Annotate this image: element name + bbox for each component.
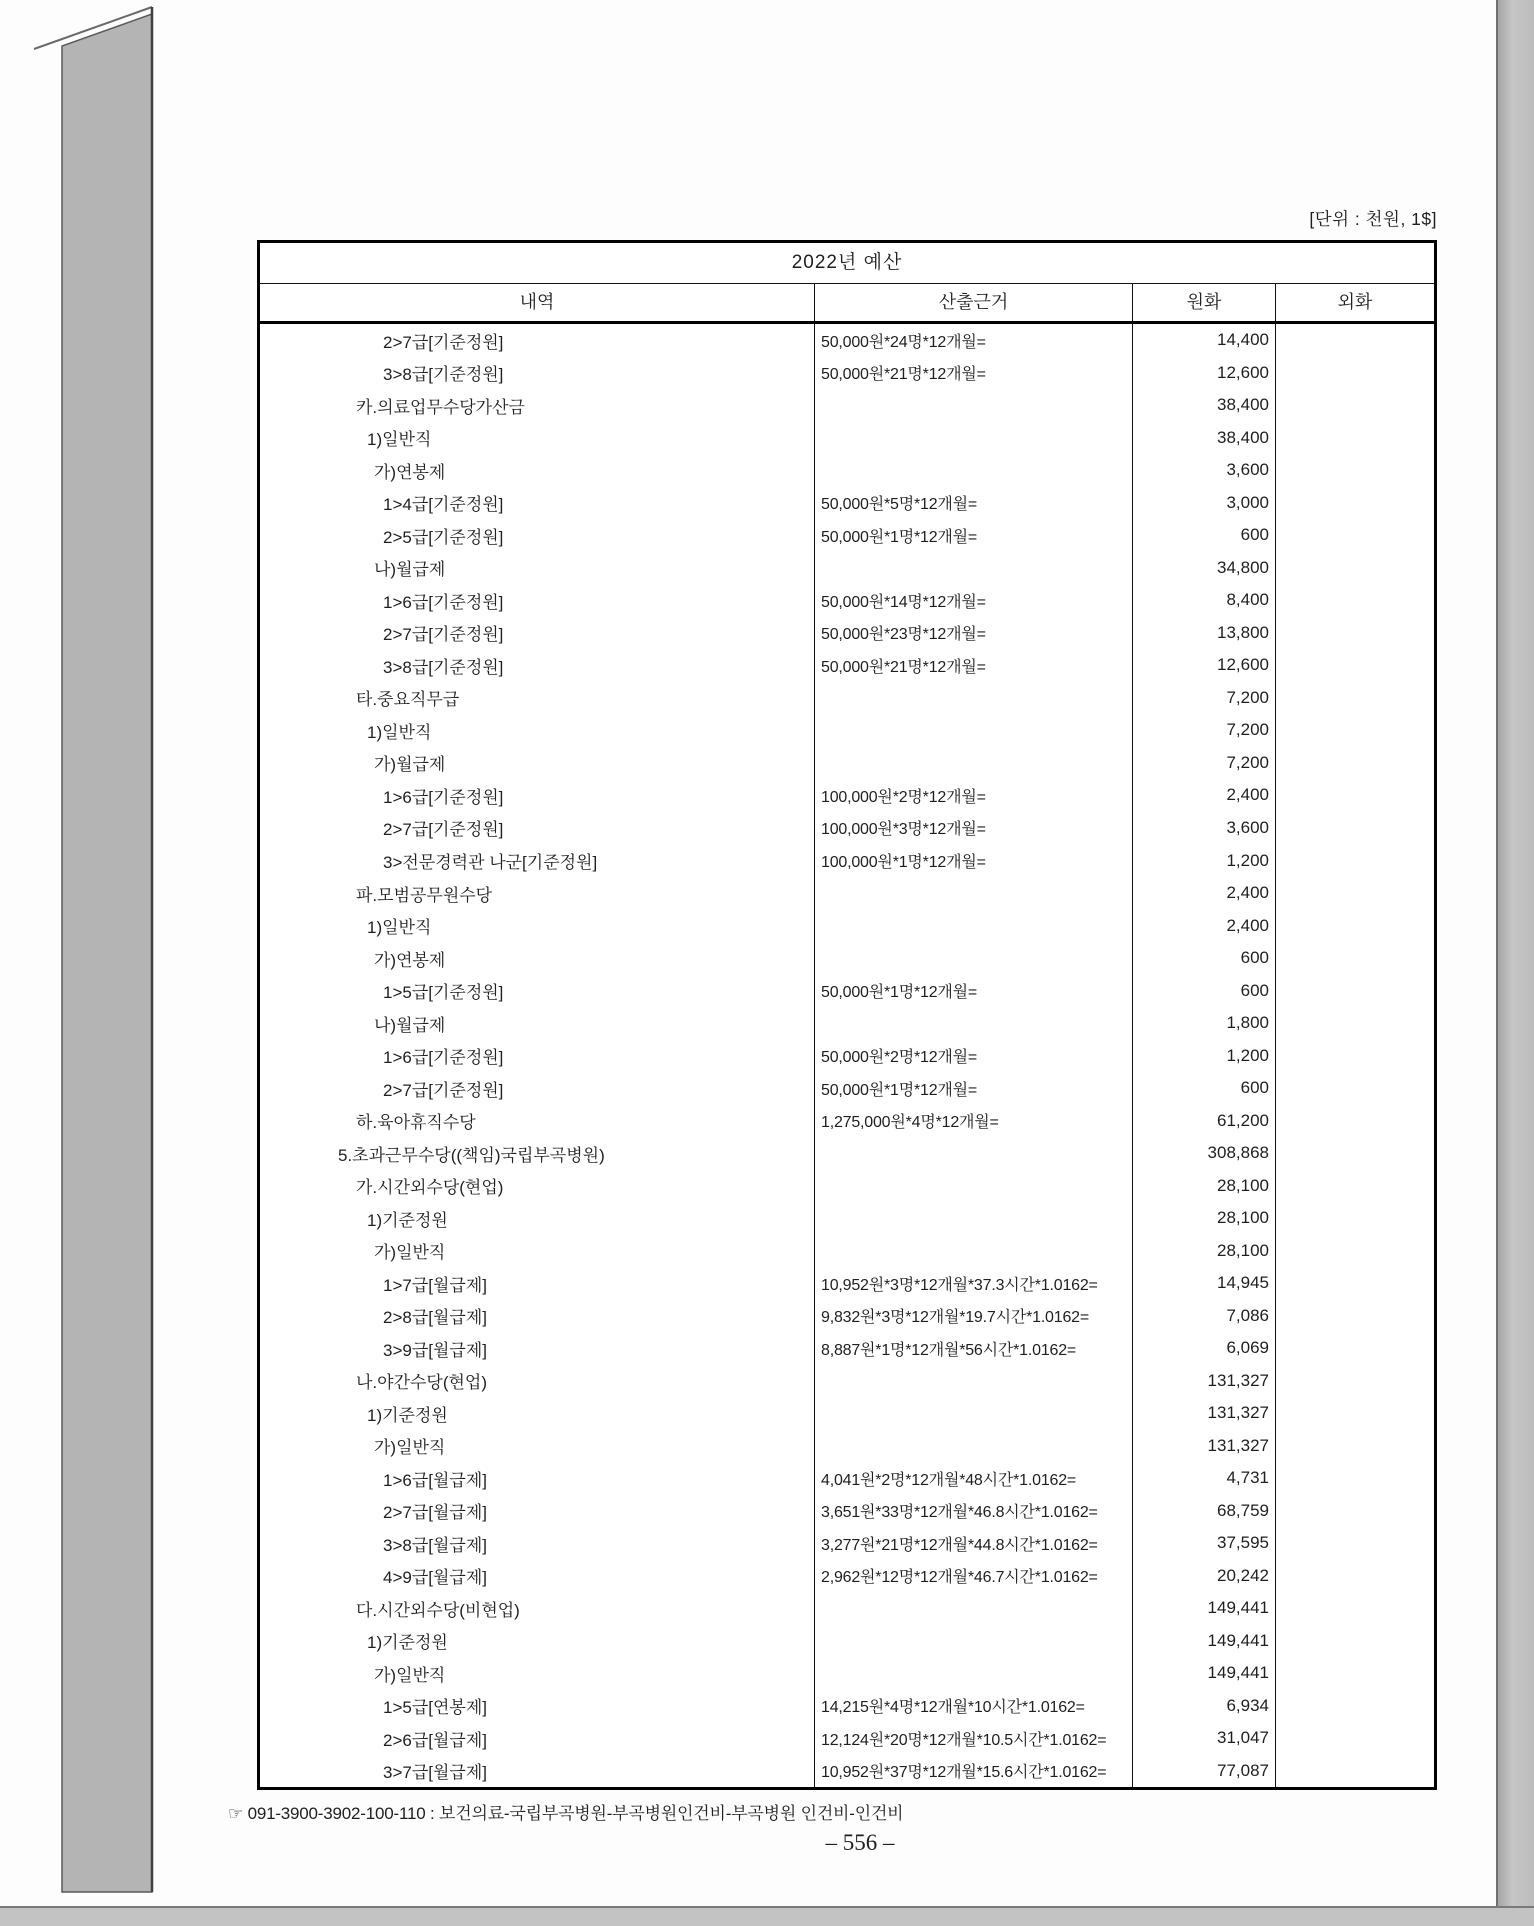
row-basis-cell — [815, 389, 1133, 422]
row-krw-cell: 6,069 — [1133, 1332, 1276, 1365]
table-row — [260, 877, 1434, 910]
row-basis-cell: 50,000원*2명*12개월= — [815, 1039, 1133, 1072]
row-krw-cell: 149,441 — [1133, 1657, 1276, 1690]
table-row — [260, 1332, 1434, 1365]
row-detail-cell: 하.육아휴직수당 — [260, 1104, 815, 1137]
budget-table — [257, 240, 1437, 1790]
row-basis-cell: 1,275,000원*4명*12개월= — [815, 1104, 1133, 1137]
row-foreign-cell — [1276, 1495, 1434, 1528]
row-basis-cell — [815, 747, 1133, 780]
row-basis-cell: 2,962원*12명*12개월*46.7시간*1.0162= — [815, 1560, 1133, 1593]
row-foreign-cell — [1276, 909, 1434, 942]
row-foreign-cell — [1276, 1332, 1434, 1365]
column-header-detail: 내역 — [260, 284, 815, 321]
row-basis-cell: 100,000원*3명*12개월= — [815, 812, 1133, 845]
table-row — [260, 389, 1434, 422]
row-krw-cell: 308,868 — [1133, 1137, 1276, 1170]
row-foreign-cell — [1276, 844, 1434, 877]
row-krw-cell: 77,087 — [1133, 1755, 1276, 1788]
column-header-krw: 원화 — [1133, 284, 1276, 321]
table-row — [260, 1755, 1434, 1788]
row-basis-cell — [815, 1625, 1133, 1658]
row-detail-cell: 가)월급제 — [260, 747, 815, 780]
table-row — [260, 812, 1434, 845]
row-foreign-cell — [1276, 649, 1434, 682]
row-krw-cell: 68,759 — [1133, 1495, 1276, 1528]
row-foreign-cell — [1276, 682, 1434, 715]
row-basis-cell: 50,000원*21명*12개월= — [815, 357, 1133, 390]
table-row — [260, 1137, 1434, 1170]
row-detail-cell: 가.시간외수당(현업) — [260, 1169, 815, 1202]
table-row — [260, 1430, 1434, 1463]
row-detail-cell: 3>전문경력관 나군[기준정원] — [260, 844, 815, 877]
row-detail-cell: 2>5급[기준정원] — [260, 519, 815, 552]
page-number: – 556 – — [825, 1830, 895, 1855]
row-krw-cell: 3,000 — [1133, 487, 1276, 520]
row-krw-cell: 28,100 — [1133, 1234, 1276, 1267]
row-krw-cell: 38,400 — [1133, 389, 1276, 422]
row-detail-cell: 2>7급[기준정원] — [260, 812, 815, 845]
row-detail-cell: 1)일반직 — [260, 909, 815, 942]
row-foreign-cell — [1276, 1007, 1434, 1040]
row-foreign-cell — [1276, 1104, 1434, 1137]
row-detail-cell: 1>5급[연봉제] — [260, 1690, 815, 1723]
row-foreign-cell — [1276, 1657, 1434, 1690]
row-foreign-cell — [1276, 812, 1434, 845]
row-detail-cell: 타.중요직무급 — [260, 682, 815, 715]
row-foreign-cell — [1276, 1137, 1434, 1170]
column-header-foreign: 외화 — [1337, 292, 1373, 312]
row-basis-cell — [815, 1169, 1133, 1202]
row-krw-cell: 7,086 — [1133, 1299, 1276, 1332]
row-foreign-cell — [1276, 877, 1434, 910]
row-basis-cell: 50,000원*5명*12개월= — [815, 487, 1133, 520]
row-detail-cell: 3>8급[기준정원] — [260, 357, 815, 390]
row-krw-cell: 28,100 — [1133, 1202, 1276, 1235]
row-foreign-cell — [1276, 1397, 1434, 1430]
row-detail-cell: 1)기준정원 — [260, 1397, 815, 1430]
row-krw-cell: 131,327 — [1133, 1430, 1276, 1463]
row-basis-cell: 100,000원*1명*12개월= — [815, 844, 1133, 877]
row-krw-cell: 8,400 — [1133, 584, 1276, 617]
row-basis-cell: 100,000원*2명*12개월= — [815, 779, 1133, 812]
row-krw-cell: 2,400 — [1133, 909, 1276, 942]
row-detail-cell: 1>5급[기준정원] — [260, 974, 815, 1007]
table-body — [260, 324, 1434, 1787]
row-detail-cell: 나)월급제 — [260, 1007, 815, 1040]
row-detail-cell: 5.초과근무수당((책임)국립부곡병원) — [260, 1137, 815, 1170]
table-row — [260, 942, 1434, 975]
row-detail-cell: 1>7급[월급제] — [260, 1267, 815, 1300]
table-row — [260, 1072, 1434, 1105]
row-basis-cell — [815, 422, 1133, 455]
row-krw-cell: 12,600 — [1133, 357, 1276, 390]
row-krw-cell: 600 — [1133, 519, 1276, 552]
row-basis-cell — [815, 1657, 1133, 1690]
table-row — [260, 584, 1434, 617]
table-row — [260, 552, 1434, 585]
row-basis-cell: 50,000원*1명*12개월= — [815, 519, 1133, 552]
row-basis-cell: 50,000원*24명*12개월= — [815, 324, 1133, 357]
row-basis-cell: 10,952원*3명*12개월*37.3시간*1.0162= — [815, 1267, 1133, 1300]
row-krw-cell: 14,945 — [1133, 1267, 1276, 1300]
table-row — [260, 1657, 1434, 1690]
row-basis-cell: 10,952원*37명*12개월*15.6시간*1.0162= — [815, 1755, 1133, 1788]
table-row — [260, 1462, 1434, 1495]
row-krw-cell: 20,242 — [1133, 1560, 1276, 1593]
table-title: 2022년 예산 — [260, 243, 1434, 284]
row-basis-cell — [815, 877, 1133, 910]
row-detail-cell: 가)일반직 — [260, 1430, 815, 1463]
row-krw-cell: 2,400 — [1133, 779, 1276, 812]
row-foreign-cell — [1276, 357, 1434, 390]
row-foreign-cell — [1276, 617, 1434, 650]
row-foreign-cell — [1276, 519, 1434, 552]
row-basis-cell: 9,832원*3명*12개월*19.7시간*1.0162= — [815, 1299, 1133, 1332]
row-krw-cell: 600 — [1133, 974, 1276, 1007]
row-detail-cell: 1>6급[기준정원] — [260, 584, 815, 617]
row-detail-cell: 2>8급[월급제] — [260, 1299, 815, 1332]
row-basis-cell — [815, 454, 1133, 487]
row-basis-cell — [815, 1137, 1133, 1170]
row-basis-cell: 12,124원*20명*12개월*10.5시간*1.0162= — [815, 1722, 1133, 1755]
row-krw-cell: 1,200 — [1133, 1039, 1276, 1072]
row-basis-cell: 8,887원*1명*12개월*56시간*1.0162= — [815, 1332, 1133, 1365]
row-krw-cell: 14,400 — [1133, 324, 1276, 357]
row-krw-cell: 600 — [1133, 942, 1276, 975]
row-detail-cell: 가)연봉제 — [260, 942, 815, 975]
table-row — [260, 1397, 1434, 1430]
row-foreign-cell — [1276, 422, 1434, 455]
table-row — [260, 1365, 1434, 1398]
row-foreign-cell — [1276, 1755, 1434, 1788]
row-detail-cell: 1)일반직 — [260, 422, 815, 455]
row-krw-cell: 38,400 — [1133, 422, 1276, 455]
row-foreign-cell — [1276, 1365, 1434, 1398]
row-foreign-cell — [1276, 747, 1434, 780]
row-detail-cell: 2>7급[기준정원] — [260, 324, 815, 357]
table-row — [260, 1495, 1434, 1528]
row-basis-cell — [815, 1430, 1133, 1463]
row-detail-cell: 가)일반직 — [260, 1657, 815, 1690]
row-detail-cell: 1)기준정원 — [260, 1202, 815, 1235]
row-detail-cell: 3>8급[월급제] — [260, 1527, 815, 1560]
row-basis-cell — [815, 909, 1133, 942]
row-krw-cell: 13,800 — [1133, 617, 1276, 650]
row-detail-cell: 3>9급[월급제] — [260, 1332, 815, 1365]
row-detail-cell: 2>7급[월급제] — [260, 1495, 815, 1528]
row-krw-cell: 12,600 — [1133, 649, 1276, 682]
row-basis-cell: 50,000원*23명*12개월= — [815, 617, 1133, 650]
row-basis-cell — [815, 1592, 1133, 1625]
table-row — [260, 682, 1434, 715]
row-basis-cell — [815, 1365, 1133, 1398]
table-row — [260, 909, 1434, 942]
page-edge-right-decoration — [1496, 0, 1534, 1926]
row-foreign-cell — [1276, 1299, 1434, 1332]
row-basis-cell — [815, 1202, 1133, 1235]
row-basis-cell — [815, 942, 1133, 975]
row-detail-cell: 나.야간수당(현업) — [260, 1365, 815, 1398]
row-krw-cell: 6,934 — [1133, 1690, 1276, 1723]
row-detail-cell: 3>7급[월급제] — [260, 1755, 815, 1788]
table-row — [260, 1560, 1434, 1593]
row-krw-cell: 131,327 — [1133, 1365, 1276, 1398]
table-row — [260, 714, 1434, 747]
row-krw-cell: 3,600 — [1133, 812, 1276, 845]
row-basis-cell — [815, 714, 1133, 747]
row-basis-cell: 3,651원*33명*12개월*46.8시간*1.0162= — [815, 1495, 1133, 1528]
table-row — [260, 1104, 1434, 1137]
row-basis-cell: 50,000원*21명*12개월= — [815, 649, 1133, 682]
row-detail-cell: 다.시간외수당(비현업) — [260, 1592, 815, 1625]
page-edge-bottom-decoration — [0, 1906, 1534, 1926]
row-foreign-cell — [1276, 1690, 1434, 1723]
row-foreign-cell — [1276, 487, 1434, 520]
table-row — [260, 324, 1434, 357]
row-foreign-cell — [1276, 974, 1434, 1007]
row-detail-cell: 1)일반직 — [260, 714, 815, 747]
row-foreign-cell — [1276, 1072, 1434, 1105]
row-foreign-cell — [1276, 1234, 1434, 1267]
row-foreign-cell — [1276, 1560, 1434, 1593]
row-foreign-cell — [1276, 1430, 1434, 1463]
row-foreign-cell — [1276, 1169, 1434, 1202]
row-foreign-cell — [1276, 1039, 1434, 1072]
row-basis-cell: 4,041원*2명*12개월*48시간*1.0162= — [815, 1462, 1133, 1495]
row-detail-cell: 나)월급제 — [260, 552, 815, 585]
row-foreign-cell — [1276, 584, 1434, 617]
row-detail-cell: 3>8급[기준정원] — [260, 649, 815, 682]
table-row — [260, 1690, 1434, 1723]
row-krw-cell: 34,800 — [1133, 552, 1276, 585]
table-row — [260, 649, 1434, 682]
table-row — [260, 487, 1434, 520]
row-basis-cell — [815, 1397, 1133, 1430]
table-row — [260, 1169, 1434, 1202]
table-row — [260, 779, 1434, 812]
column-header-basis: 산출근거 — [815, 284, 1133, 321]
row-foreign-cell — [1276, 779, 1434, 812]
unit-note: [단위 : 천원, 1$] — [1309, 209, 1437, 229]
row-krw-cell: 1,800 — [1133, 1007, 1276, 1040]
row-detail-cell: 1>4급[기준정원] — [260, 487, 815, 520]
book-page-edges-decoration — [0, 0, 170, 1926]
row-basis-cell: 50,000원*14명*12개월= — [815, 584, 1133, 617]
row-foreign-cell — [1276, 1625, 1434, 1658]
row-krw-cell: 7,200 — [1133, 714, 1276, 747]
table-row — [260, 1007, 1434, 1040]
table-row — [260, 1625, 1434, 1658]
row-detail-cell: 2>7급[기준정원] — [260, 617, 815, 650]
row-krw-cell: 4,731 — [1133, 1462, 1276, 1495]
row-foreign-cell — [1276, 1462, 1434, 1495]
row-foreign-cell — [1276, 552, 1434, 585]
row-foreign-cell — [1276, 1592, 1434, 1625]
table-row — [260, 844, 1434, 877]
table-row — [260, 357, 1434, 390]
row-krw-cell: 600 — [1133, 1072, 1276, 1105]
budget-code-footnote: ☞ 091-3900-3902-100-110 : 보건의료-국립부곡병원-부곡병원인건비-부곡병원 인건비-인건비 — [228, 1804, 904, 1823]
row-foreign-cell — [1276, 942, 1434, 975]
row-detail-cell: 가)연봉제 — [260, 454, 815, 487]
row-detail-cell: 1>6급[기준정원] — [260, 1039, 815, 1072]
table-row — [260, 422, 1434, 455]
row-krw-cell: 149,441 — [1133, 1625, 1276, 1658]
row-foreign-cell — [1276, 714, 1434, 747]
row-foreign-cell — [1276, 1267, 1434, 1300]
row-detail-cell: 가)일반직 — [260, 1234, 815, 1267]
row-detail-cell: 파.모범공무원수당 — [260, 877, 815, 910]
row-foreign-cell — [1276, 454, 1434, 487]
table-header-row — [260, 284, 1434, 324]
row-krw-cell: 7,200 — [1133, 682, 1276, 715]
table-row — [260, 1202, 1434, 1235]
row-detail-cell: 1)기준정원 — [260, 1625, 815, 1658]
row-basis-cell: 50,000원*1명*12개월= — [815, 1072, 1133, 1105]
row-basis-cell: 50,000원*1명*12개월= — [815, 974, 1133, 1007]
table-row — [260, 1527, 1434, 1560]
row-foreign-cell — [1276, 1202, 1434, 1235]
row-krw-cell: 28,100 — [1133, 1169, 1276, 1202]
row-basis-cell — [815, 552, 1133, 585]
row-detail-cell: 2>7급[기준정원] — [260, 1072, 815, 1105]
table-row — [260, 1299, 1434, 1332]
row-foreign-cell — [1276, 324, 1434, 357]
row-foreign-cell — [1276, 1722, 1434, 1755]
row-krw-cell: 31,047 — [1133, 1722, 1276, 1755]
table-row — [260, 519, 1434, 552]
table-row — [260, 617, 1434, 650]
table-row — [260, 1039, 1434, 1072]
row-foreign-cell — [1276, 1527, 1434, 1560]
row-krw-cell: 3,600 — [1133, 454, 1276, 487]
table-row — [260, 1234, 1434, 1267]
row-foreign-cell — [1276, 389, 1434, 422]
row-krw-cell: 1,200 — [1133, 844, 1276, 877]
row-krw-cell: 37,595 — [1133, 1527, 1276, 1560]
table-row — [260, 454, 1434, 487]
row-detail-cell: 4>9급[월급제] — [260, 1560, 815, 1593]
table-row — [260, 747, 1434, 780]
table-row — [260, 1722, 1434, 1755]
row-krw-cell: 2,400 — [1133, 877, 1276, 910]
row-krw-cell: 61,200 — [1133, 1104, 1276, 1137]
row-detail-cell: 1>6급[월급제] — [260, 1462, 815, 1495]
table-row — [260, 974, 1434, 1007]
row-detail-cell: 카.의료업무수당가산금 — [260, 389, 815, 422]
row-krw-cell: 149,441 — [1133, 1592, 1276, 1625]
row-basis-cell: 3,277원*21명*12개월*44.8시간*1.0162= — [815, 1527, 1133, 1560]
row-basis-cell — [815, 1234, 1133, 1267]
row-basis-cell: 14,215원*4명*12개월*10시간*1.0162= — [815, 1690, 1133, 1723]
table-row — [260, 1267, 1434, 1300]
row-basis-cell — [815, 1007, 1133, 1040]
row-basis-cell — [815, 682, 1133, 715]
table-row — [260, 1592, 1434, 1625]
row-detail-cell: 1>6급[기준정원] — [260, 779, 815, 812]
row-krw-cell: 7,200 — [1133, 747, 1276, 780]
row-detail-cell: 2>6급[월급제] — [260, 1722, 815, 1755]
row-krw-cell: 131,327 — [1133, 1397, 1276, 1430]
